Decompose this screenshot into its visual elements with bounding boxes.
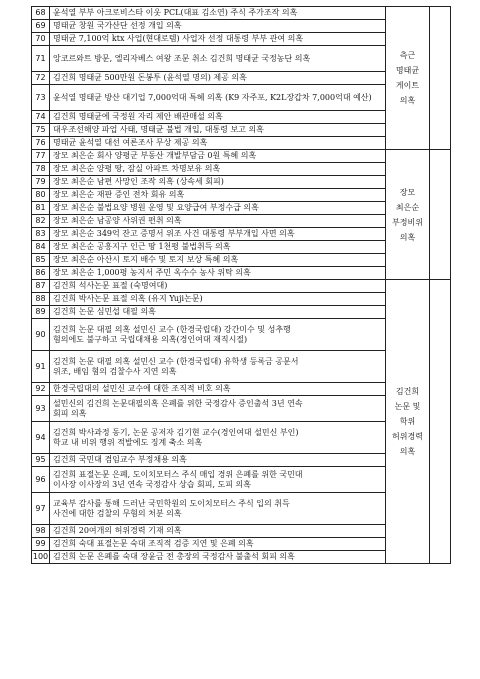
allegation-text (50, 467, 386, 493)
row-number: 79 (32, 176, 50, 189)
category-label-line: 게이트 (395, 81, 420, 90)
row-number: 82 (32, 215, 50, 228)
allegation-text (50, 280, 386, 293)
allegation-line: 김건희 20여개의 허위경력 기재 의혹 (53, 526, 182, 535)
allegation-line: 설민신의 김건희 논문대필의혹 은폐를 위한 국정감사 증인출석 3년 연속 (53, 398, 303, 408)
row-number: 83 (32, 228, 50, 241)
allegation-text (50, 33, 386, 46)
allegation-line: 김건희 논문 심민섭 대필 의혹 (53, 307, 156, 316)
row-number: 76 (32, 137, 50, 150)
row-number: 88 (32, 293, 50, 306)
category-label-line: 최은순 (395, 202, 420, 212)
table-row (32, 280, 451, 293)
allegation-text (50, 319, 386, 351)
row-number: 74 (32, 111, 50, 124)
row-number: 91 (32, 351, 50, 383)
row-number: 80 (32, 189, 50, 202)
row-number: 95 (32, 454, 50, 467)
blank-cell (430, 280, 451, 564)
allegation-line: 이사장 이사장의 3년 연속 국정감사 상습 회피, 도피 의혹 (53, 479, 251, 489)
allegation-line: 장모 최은순 회사 양평군 부동산 개발부담금 0원 특혜 의혹 (53, 151, 257, 160)
allegation-text (50, 124, 386, 137)
category-label-line: 장모 (399, 187, 416, 197)
row-number: 78 (32, 163, 50, 176)
allegation-text (50, 254, 386, 267)
category-cell (386, 7, 430, 150)
row-number: 85 (32, 254, 50, 267)
category-label-line: 의혹 (399, 96, 416, 105)
allegation-line: 학교 내 비위 행위 적발에도 징계 축소 의혹 (53, 437, 203, 447)
allegation-line: 장모 최은순 남편 사망인 조작 의혹 (상속세 회피) (53, 177, 224, 186)
category-cell (386, 150, 430, 280)
allegation-text (50, 137, 386, 150)
allegation-text (50, 551, 386, 564)
row-number: 98 (32, 525, 50, 538)
allegation-line: 장모 최은순 양평 땅, 잠실 아파트 차명보유 의혹 (53, 164, 221, 173)
allegation-line: 장모 최은순 재판 증인 전차 회유 의혹 (53, 190, 185, 199)
category-label-line: 의혹 (399, 447, 416, 456)
row-number: 72 (32, 72, 50, 85)
allegation-line: 장모 최은순 남공양 사위권 편취 의혹 (53, 216, 182, 225)
category-label-line: 부정비위 (392, 217, 423, 227)
allegation-line: 장모 최은순 아산시 토지 배수 및 토지 보상 특혜 의혹 (53, 255, 239, 264)
allegation-text (50, 241, 386, 254)
allegation-text (50, 111, 386, 124)
category-label-line: 학위 (399, 417, 416, 426)
row-number: 87 (32, 280, 50, 293)
allegation-line: 김건희 명태균 500만원 돈봉투 (윤석열 명의) 제공 의혹 (53, 73, 247, 82)
table-row (32, 7, 451, 20)
allegation-line: 앙코르와트 방문, 엘리자베스 여왕 조문 취소 김건희 명태균 국정농단 의혹 (53, 53, 311, 63)
allegation-line: 혐의에도 불구하고 국립대채용 의혹(경인여대 재직시절) (53, 334, 248, 344)
row-number: 94 (32, 422, 50, 454)
allegation-line: 명태균 창원 국가산단 선정 개입 의혹 (53, 21, 182, 30)
allegation-line: 한경국립대의 설민신 교수에 대한 조직적 비호 의혹 (53, 384, 231, 393)
allegation-text (50, 150, 386, 163)
allegation-text (50, 293, 386, 306)
allegation-text (50, 422, 386, 454)
allegation-line: 대우조선해양 파업 사태, 명태균 불법 개입, 대통령 보고 의혹 (53, 125, 264, 134)
allegation-text (50, 7, 386, 20)
allegation-text (50, 538, 386, 551)
allegation-text (50, 202, 386, 215)
allegation-line: 장모 최은순 공흥지구 인근 땅 1천평 불법취득 의혹 (53, 242, 231, 251)
allegation-line: 김건희 논문 대필 의혹 설민신 교수 (한경국립대) 강간미수 및 성추행 (53, 324, 291, 334)
category-label-line: 의혹 (399, 232, 416, 242)
category-cell (386, 280, 430, 564)
row-number: 70 (32, 33, 50, 46)
allegation-line: 회피 의혹 (53, 408, 87, 418)
allegation-line: 김건희 박사논문 표절 의혹 (유지 Yuji논문) (53, 294, 203, 303)
allegation-line: 윤석열 명태균 방산 대기업 7,000억대 특혜 의혹 (K9 자주포, K2L장갑차 7,000억대 예산) (53, 92, 372, 102)
allegation-line: 김건희 논문 은폐를 숙대 장윤금 전 총장의 국정감사 불출석 회피 의혹 (53, 552, 295, 561)
allegation-text (50, 72, 386, 85)
row-number: 93 (32, 396, 50, 422)
allegation-table (31, 6, 451, 564)
allegation-text (50, 163, 386, 176)
allegation-line: 김건희 숙대 표절논문 숙대 조직적 검증 지연 및 은폐 의혹 (53, 539, 254, 548)
allegation-text (50, 85, 386, 111)
document-page (31, 6, 450, 564)
category-label-line: 논문 및 (394, 402, 421, 411)
allegation-line: 사건에 대한 검찰의 무혐의 처분 의혹 (53, 508, 182, 518)
row-number: 97 (32, 493, 50, 525)
allegation-text (50, 351, 386, 383)
allegation-text (50, 20, 386, 33)
row-number: 81 (32, 202, 50, 215)
row-number: 69 (32, 20, 50, 33)
row-number: 99 (32, 538, 50, 551)
allegation-line: 장모 최은순 1,000평 농지서 주민 옥수수 농사 위탁 의혹 (53, 268, 251, 277)
row-number: 92 (32, 383, 50, 396)
blank-cell (430, 150, 451, 280)
allegation-text (50, 176, 386, 189)
allegation-text (50, 493, 386, 525)
allegation-line: 명태균 7,100억 ktx 사업(현대로템) 사업자 선정 대통령 부부 관여 의혹 (53, 34, 304, 43)
category-label-line: 김건희 (395, 387, 420, 396)
row-number: 86 (32, 267, 50, 280)
allegation-text (50, 267, 386, 280)
row-number: 96 (32, 467, 50, 493)
category-label-line: 명태균 (395, 66, 420, 75)
row-number: 77 (32, 150, 50, 163)
blank-cell (430, 7, 451, 150)
allegation-line: 윤석열 부부 아크로비스타 이웃 PCL(대표 김소연) 주식 주가조작 의혹 (53, 8, 298, 17)
allegation-line: 위조, 배임 혐의 검찰수사 지연 의혹 (53, 366, 177, 376)
table-row (32, 150, 451, 163)
row-number: 100 (32, 551, 50, 564)
category-label-line: 허위경력 (392, 432, 423, 441)
row-number: 73 (32, 85, 50, 111)
allegation-line: 김건희 명태균에 국정원 자리 제안 배관매설 의혹 (53, 112, 223, 121)
row-number: 71 (32, 46, 50, 72)
category-label-line: 측근 (399, 51, 416, 60)
allegation-line: 장모 최은순 349억 잔고 증명서 위조 사건 대통령 부부개입 사면 의혹 (53, 229, 295, 238)
row-number: 75 (32, 124, 50, 137)
row-number: 68 (32, 7, 50, 20)
allegation-text (50, 215, 386, 228)
row-number: 90 (32, 319, 50, 351)
allegation-line: 명태균 윤석열 대선 여론조사 무상 제공 의혹 (53, 138, 208, 147)
allegation-text (50, 396, 386, 422)
row-number: 89 (32, 306, 50, 319)
allegation-line: 김건희 논문 대필 의혹 설민신 교수 (한경국립대) 유학생 등록금 공문서 (53, 356, 299, 366)
allegation-line: 김건희 표절논문 은폐, 도이치모터스 주식 매입 경위 은폐를 위한 국민대 (53, 469, 303, 479)
allegation-text (50, 525, 386, 538)
allegation-line: 교육부 감사를 통해 드러난 국민학원의 도이치모터스 주식 입의 취득 (53, 498, 290, 508)
row-number: 84 (32, 241, 50, 254)
allegation-line: 김건희 석사논문 표절 (숙명여대) (53, 281, 168, 290)
allegation-table-body (32, 7, 451, 564)
allegation-text (50, 228, 386, 241)
allegation-text (50, 46, 386, 72)
allegation-line: 김건희 국민대 겸임교수 부정채용 의혹 (53, 455, 187, 464)
allegation-line: 김건희 박사과정 동기, 논문 공저자 김기현 교수(경인여대 설민신 부인) (53, 427, 299, 437)
allegation-text (50, 383, 386, 396)
allegation-text (50, 189, 386, 202)
allegation-text (50, 306, 386, 319)
allegation-line: 장모 최은순 불법요양 병원 운영 및 요양급여 부정수급 의혹 (53, 203, 259, 212)
allegation-text (50, 454, 386, 467)
